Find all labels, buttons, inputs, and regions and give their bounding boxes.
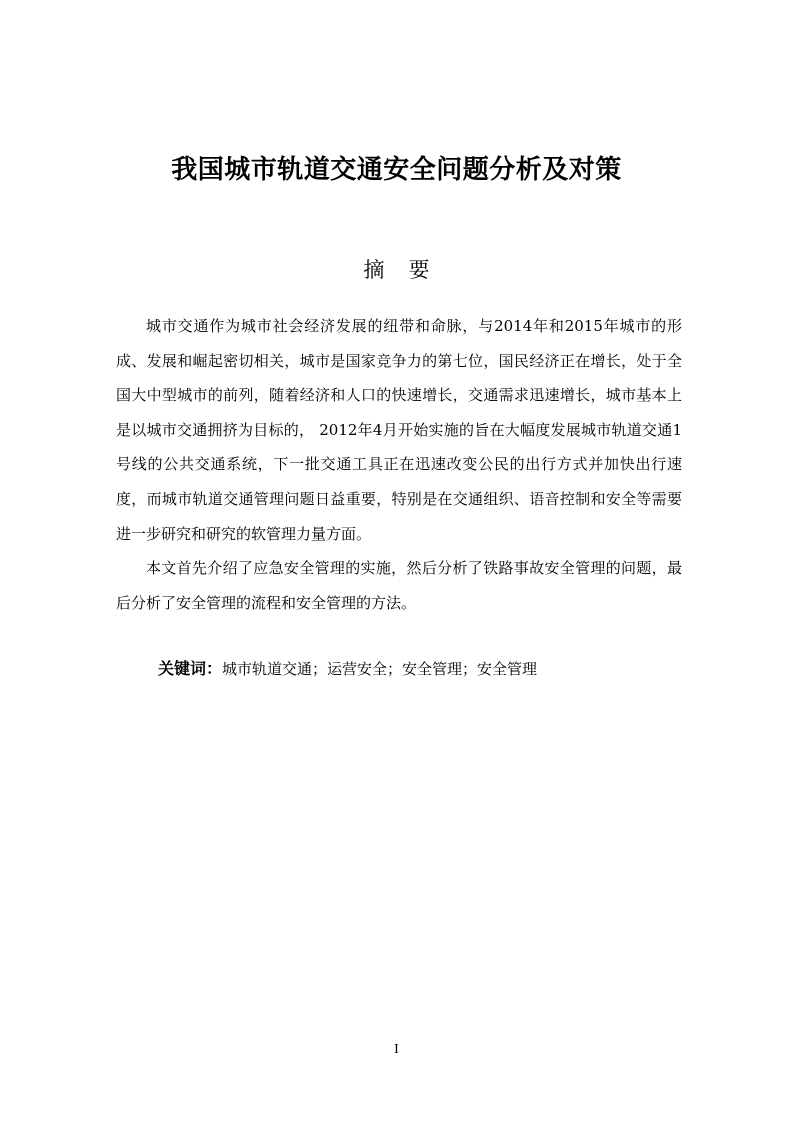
abstract-heading: 摘要 <box>363 258 454 282</box>
keywords-line <box>158 655 678 683</box>
abstract-body <box>116 309 682 620</box>
keywords-values: 城市轨道交通；运营安全；安全管理；安全管理 <box>222 660 538 678</box>
abstract-paragraph-1: 城市交通作为城市社会经济发展的纽带和命脉，与2014年和2015年城市的形成、发展和崛起密切相关，城市是国家竞争力的第七位，国民经济正在增长，处于全国大中型城市的前列，随着经济和人口的快速增长，交通需求迅速增长，城市基本上是以城市交通拥挤为目标的， 2012年4月开始实施的旨在大幅度发展城市轨道交通1号线的公共交通系统，下一批交通工具正在迅速改变公民的出行方式并加快出行速度，而城市轨道交通管理问题日益重要，特别是在交通组织、语音控制和安全等需要进一步研究和研究的软管理力量方面。 <box>116 317 682 543</box>
document-title: 我国城市轨道交通安全问题分析及对策 <box>171 155 622 185</box>
abstract-paragraph-2: 本文首先介绍了应急安全管理的实施，然后分析了铁路事故安全管理的问题，最后分析了安全管理的流程和安全管理的方法。 <box>116 559 682 612</box>
keywords-label: 关键词： <box>158 659 223 678</box>
page-number: I <box>394 1042 399 1057</box>
